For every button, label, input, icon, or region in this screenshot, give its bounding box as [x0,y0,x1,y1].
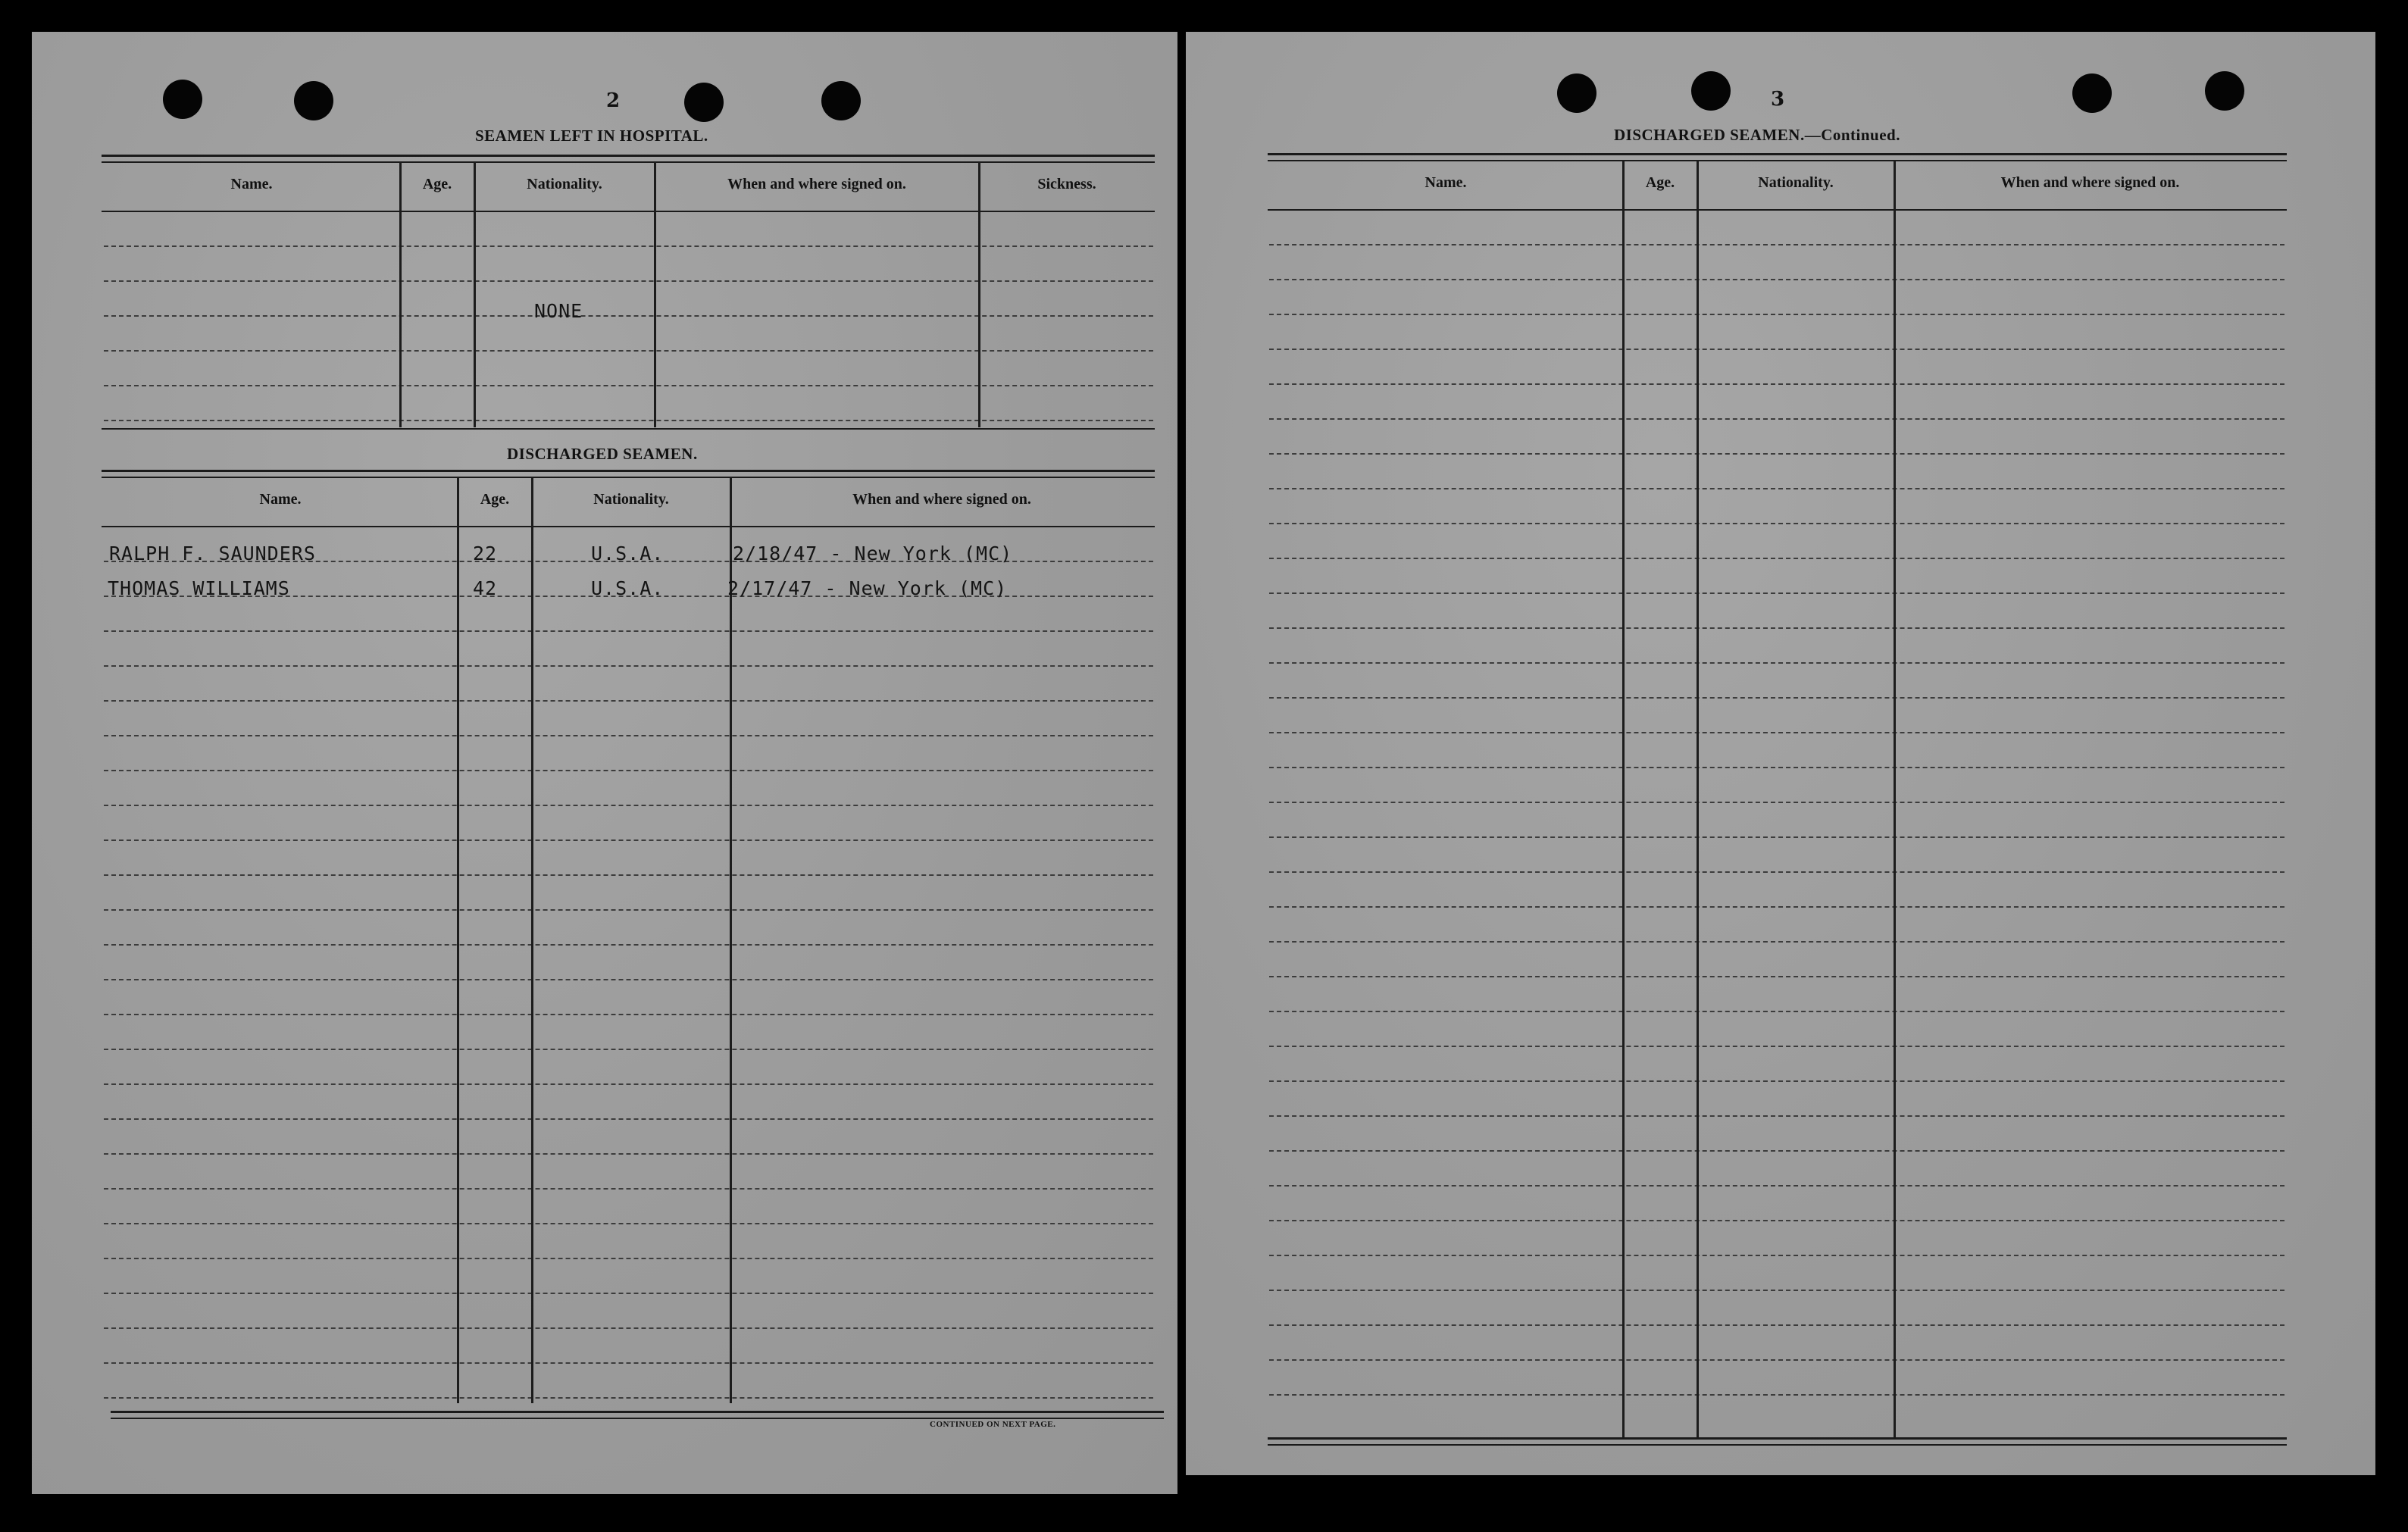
binder-hole [163,80,202,119]
column-divider [1894,161,1896,1437]
seaman-nationality: U.S.A. [591,577,665,599]
rule [102,161,1155,163]
seaman-age: 42 [473,577,498,599]
continued-header-signed-on: When and where signed on. [2000,174,2180,191]
continued-header-nationality: Nationality. [1758,174,1834,191]
column-divider [399,162,402,427]
rule [102,155,1155,157]
seaman-signed-on: 2/18/47 - New York (MC) [733,542,1013,564]
hospital-header-nationality: Nationality. [527,176,602,192]
hospital-header-sickness: Sickness. [1037,176,1096,192]
binder-hole [2072,73,2112,113]
page-number: 2 [606,89,621,112]
continued-note: CONTINUED ON NEXT PAGE. [930,1420,1056,1429]
hospital-section-title: SEAMEN LEFT IN HOSPITAL. [475,127,708,145]
hospital-header-name: Name. [230,176,273,192]
binder-hole [684,83,724,122]
column-divider [1697,161,1699,1437]
rule [102,470,1155,472]
hospital-header-signed-on: When and where signed on. [727,176,906,192]
continued-header-age: Age. [1645,174,1675,191]
hospital-header-age: Age. [422,176,452,192]
continued-ruled-rows [1269,209,2284,1421]
seaman-signed-on: 2/17/47 - New York (MC) [727,577,1008,599]
discharged-ruled-rows [104,526,1153,1420]
rule [102,428,1155,430]
discharged-header-nationality: Nationality. [593,491,669,508]
column-divider [730,477,732,1403]
binder-hole [821,81,861,120]
page-number: 3 [1771,88,1785,111]
column-divider [531,477,533,1403]
column-divider [457,477,459,1403]
seaman-name: RALPH F. SAUNDERS [109,542,316,564]
rule [111,1418,1164,1419]
hospital-ruled-rows [104,211,1153,438]
discharged-continued-title: DISCHARGED SEAMEN.—Continued. [1614,126,1900,144]
column-divider [978,162,980,427]
rule [1268,160,2287,161]
rule [1268,1444,2287,1446]
binder-hole [294,81,333,120]
binder-hole [1691,71,1731,111]
column-divider [654,162,656,427]
rule [102,477,1155,478]
rule [111,1411,1164,1413]
discharged-header-age: Age. [480,491,510,508]
binder-hole [2205,71,2244,111]
seaman-name: THOMAS WILLIAMS [108,577,290,599]
right-page [1186,32,2375,1475]
rule [1268,1437,2287,1440]
continued-header-name: Name. [1424,174,1467,191]
rule [1268,153,2287,155]
left-page [32,32,1177,1494]
hospital-entry-none: NONE [534,300,583,322]
column-divider [1622,161,1625,1437]
column-divider [474,162,476,427]
discharged-header-name: Name. [259,491,302,508]
binder-hole [1557,73,1596,113]
discharged-section-title: DISCHARGED SEAMEN. [507,445,698,463]
seaman-nationality: U.S.A. [591,542,665,564]
seaman-age: 22 [473,542,498,564]
discharged-header-signed-on: When and where signed on. [852,491,1031,508]
